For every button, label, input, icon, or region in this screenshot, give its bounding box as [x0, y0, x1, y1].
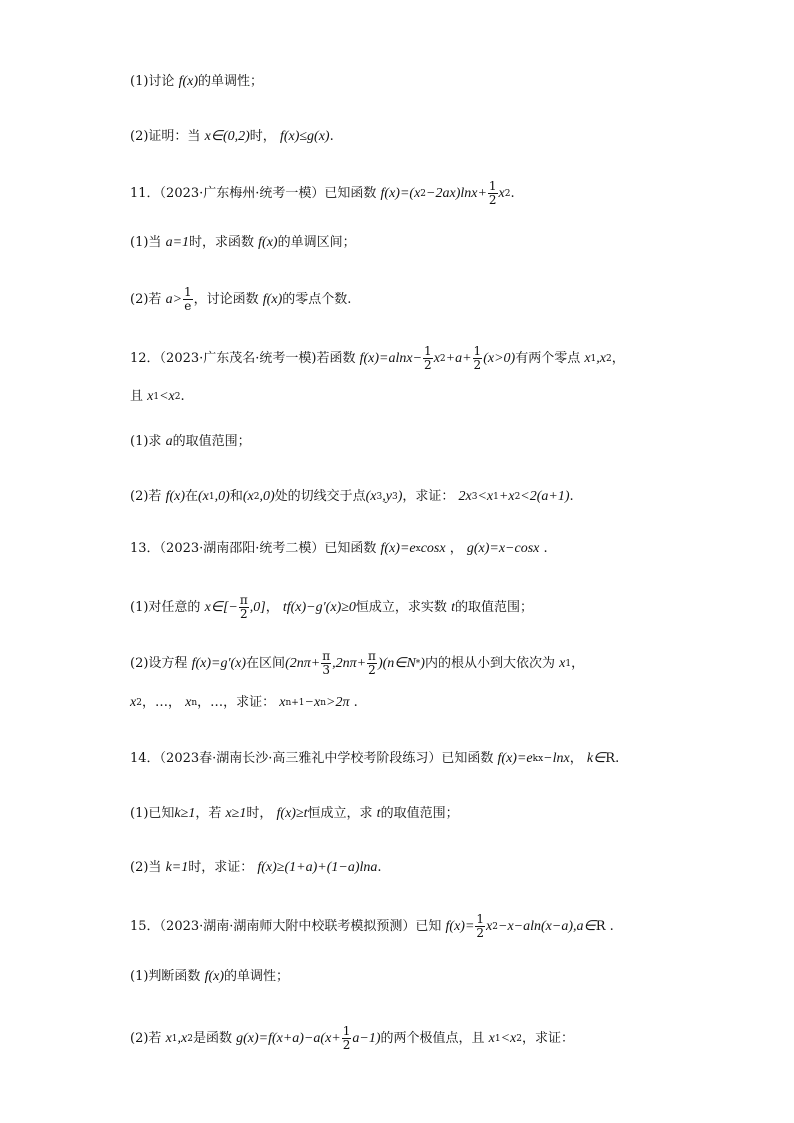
math-expression: (x	[242, 489, 254, 504]
math-expression: x	[165, 1030, 172, 1046]
text: 的单调区间；	[277, 235, 356, 250]
math-expression: f(x)	[262, 291, 283, 307]
math-expression: f(x)≥t	[276, 806, 308, 821]
math-expression: ,0)	[259, 489, 275, 504]
math-expression: f(x)	[178, 74, 198, 89]
text: (1)已知	[130, 806, 175, 821]
text-line	[130, 233, 356, 253]
numerator: π	[239, 593, 248, 607]
math-expression: f(x)=e	[380, 541, 416, 556]
denominator: 2	[473, 358, 482, 372]
denominator: 3	[322, 663, 330, 677]
math-expression: t	[451, 599, 455, 615]
text: 时，	[249, 129, 280, 144]
math-expression: k=1	[165, 860, 189, 875]
math-expression: x	[147, 389, 154, 404]
math-expression: (x	[198, 489, 209, 504]
numerator: 1	[342, 1024, 351, 1038]
math-expression: f(x)=	[445, 918, 475, 934]
text: 15．（2023·湖南·湖南师大附中校联考模拟预测）已知	[130, 918, 446, 934]
math-expression: tf(x)−g′(x)≥0	[282, 599, 356, 615]
fraction	[475, 913, 485, 940]
text: 14．（2023春·湖南长沙·高三雅礼中学校考阶段练习）已知函数	[130, 751, 498, 766]
text-line: x 2 ，…， x n ，…，求证： x n+1 −x n >2π .	[130, 693, 358, 713]
text-line: 13．（2023·湖南邵阳·统考二模）已知函数 f(x)=e x cosx ， g(x)=x−cosx .	[130, 539, 548, 559]
math-expression: −lnx	[543, 751, 570, 766]
math-expression: <2(a+1)	[520, 489, 570, 504]
text: 的单调性；	[198, 74, 264, 89]
text-line: 15．（2023·湖南·湖南师大附中校联考模拟预测）已知 f(x)= $\frac{1}{2}$ x 2 −x−aln(x−a),a∈ R .	[130, 912, 614, 940]
math-expression: −2ax)lnx+	[426, 185, 487, 201]
math-expression: g(x)=f(x+a)−a(x+	[236, 1030, 341, 1046]
math-expression: x	[130, 695, 137, 710]
math-expression: >2π	[326, 695, 350, 710]
text: (1)当	[130, 235, 166, 250]
math-expression: −x	[304, 695, 321, 710]
denominator: e	[184, 299, 192, 313]
text: 时，求证：	[188, 860, 258, 875]
denominator: 2	[368, 663, 376, 677]
math-expression: +a+	[445, 350, 472, 366]
text: 的单调性；	[224, 969, 290, 984]
math-expression: a=1	[165, 235, 190, 250]
math-expression: (x	[365, 489, 377, 504]
text-line: 14．（2023春·湖南长沙·高三雅礼中学校考阶段练习）已知函数 f(x)=e kx −lnx ， k∈ R.	[130, 749, 619, 769]
text: .	[377, 860, 382, 875]
text: ，讨论函数	[193, 291, 263, 307]
numerator: π	[368, 649, 376, 663]
text: ，若	[195, 806, 226, 821]
text: 的取值范围；	[172, 434, 251, 449]
math-expression: k∈	[586, 751, 606, 766]
text: ，求证：	[402, 489, 459, 504]
text: ，	[611, 350, 625, 366]
math-expression: f(x)	[165, 489, 185, 504]
text: (2)若	[130, 1030, 166, 1046]
text: 且	[130, 389, 148, 404]
denominator: 2	[424, 358, 432, 372]
text-line	[130, 72, 263, 92]
math-expression: g(x)=x−cosx	[466, 541, 540, 556]
math-expression: f(x)≤g(x)	[279, 129, 330, 144]
math-expression: x∈[−	[204, 599, 238, 615]
text: .	[539, 541, 548, 556]
text: 12．（2023·广东茂名·统考一模)若函数	[130, 350, 360, 366]
fraction	[342, 1025, 352, 1052]
numerator: π	[322, 649, 331, 663]
text: ，…，	[141, 695, 186, 710]
math-expression: ,x	[596, 350, 606, 366]
numerator: 1	[424, 344, 432, 358]
math-expression: <x	[477, 489, 494, 504]
math-expression: cosx	[420, 541, 446, 556]
text: 有两个零点	[515, 350, 585, 366]
math-expression: x	[498, 185, 505, 201]
text: (2)当	[130, 860, 166, 875]
text: .	[329, 129, 334, 144]
math-expression: +x	[498, 489, 515, 504]
math-expression: (x>0)	[483, 350, 516, 366]
text: 的零点个数.	[282, 291, 352, 307]
text-line: 且 x 1 <x 2 .	[130, 387, 185, 407]
text-line	[130, 594, 533, 621]
text-line: (2)若 x 1 ,x 2 是函数 g(x)=f(x+a)−a(x+ $\frac{1}{2}$ a−1) 的两个极值点，且 x 1 <x 2 ，求证：	[130, 1024, 575, 1052]
text: .	[510, 185, 515, 201]
denominator: 2	[342, 1038, 351, 1052]
fraction	[423, 345, 433, 372]
math-expression: ,2nπ+	[332, 655, 367, 671]
text-line: (2)若 f(x) 在 (x 1 ,0) 和 (x 2 ,0) 处的切线交于点 (x 3 ,y 3 ) ，求证： 2x 3 <x 1 +x 2 <2(a+1) .	[130, 487, 574, 507]
denominator: 2	[488, 193, 497, 207]
fraction	[239, 594, 249, 621]
math-expression: f(x)=g′(x)	[191, 655, 247, 671]
text: ，	[571, 655, 585, 671]
text: 恒成立，求	[307, 806, 377, 821]
text: 的取值范围；	[380, 806, 459, 821]
math-expression: x	[185, 695, 192, 710]
text: 的取值范围；	[454, 599, 533, 615]
text: ，	[445, 541, 467, 556]
fraction	[473, 345, 483, 372]
fraction	[367, 650, 377, 677]
text: (1)求	[130, 434, 166, 449]
text-line	[130, 127, 334, 147]
math-expression: k≥1	[174, 806, 196, 821]
math-expression: <x	[159, 389, 175, 404]
text: (2)若	[130, 489, 166, 504]
math-expression: x	[559, 655, 566, 671]
math-expression: <x	[500, 1030, 517, 1046]
text: 和	[229, 489, 243, 504]
text: 时，	[246, 806, 277, 821]
text-line	[130, 804, 459, 824]
math-expression: f(x)=(x	[380, 185, 421, 201]
text: (1)判断函数	[130, 969, 205, 984]
denominator: 2	[240, 607, 248, 621]
text: .	[349, 695, 358, 710]
text: ，…，求证：	[197, 695, 280, 710]
math-expression: f(x)	[258, 235, 278, 250]
math-expression: (2nπ+	[285, 655, 321, 671]
text: 11．（2023·广东梅州·统考一模）已知函数	[130, 185, 381, 201]
math-expression: x	[279, 695, 286, 710]
numerator: 1	[476, 912, 485, 926]
text: 13．（2023·湖南邵阳·统考二模）已知函数	[130, 541, 381, 556]
text: R.	[605, 751, 620, 766]
text: 在区间	[246, 655, 286, 671]
fraction	[321, 650, 331, 677]
text: (2)证明：当	[130, 129, 205, 144]
math-expression: x	[488, 1030, 495, 1046]
text: 处的切线交于点	[274, 489, 366, 504]
math-expression: 2x	[458, 489, 472, 504]
math-expression: f(x)=e	[497, 751, 533, 766]
math-expression: )	[420, 655, 425, 671]
math-expression: −x−aln(x−a),a∈	[498, 918, 596, 934]
text-line	[130, 967, 289, 987]
math-expression: f(x)	[204, 969, 224, 984]
text: (1)讨论	[130, 74, 179, 89]
text: (2)设方程	[130, 655, 192, 671]
math-expression: x∈(0,2)	[204, 129, 250, 144]
math-expression: )(n∈N	[377, 655, 416, 671]
text: .	[569, 489, 574, 504]
math-expression: ,0]	[249, 599, 266, 615]
fraction	[183, 286, 193, 313]
text: ，求证：	[522, 1030, 575, 1046]
math-expression: ,y	[382, 489, 392, 504]
text: 是函数	[192, 1030, 237, 1046]
text: (2)若	[130, 291, 166, 307]
math-expression: a	[165, 434, 173, 449]
text-line: (2)设方程 f(x)=g′(x) 在区间 (2nπ+ $\frac{\pi}{3}$ ,2nπ+ $\frac{\pi}{2}$ )(n∈N * ) 内的根从小到大依次为 x 1 ，	[130, 649, 585, 677]
text: .	[180, 389, 185, 404]
text-line	[130, 858, 382, 878]
math-expression: f(x)=alnx−	[359, 350, 423, 366]
denominator: 2	[476, 926, 485, 940]
math-expression: f(x)≥(1+a)+(1−a)lna	[257, 860, 378, 875]
numerator: 1	[488, 179, 497, 193]
text: 恒成立，求实数	[355, 599, 452, 615]
fraction	[488, 180, 498, 207]
text-line: 12．（2023·广东茂名·统考一模)若函数 f(x)=alnx− $\frac{1}{2}$ x 2 +a+ $\frac{1}{2}$ (x>0) 有两个零点 x 1 ,x 2 ，	[130, 344, 625, 372]
text-line: 11．（2023·广东梅州·统考一模）已知函数 f(x)=(x 2 −2ax)lnx+ $\frac{1}{2}$ x 2 .	[130, 179, 515, 207]
text: 时，求函数	[189, 235, 259, 250]
text-line	[130, 432, 251, 452]
text: 的两个极值点，且	[380, 1030, 489, 1046]
text: 在	[185, 489, 199, 504]
math-expression: ,x	[177, 1030, 188, 1046]
math-expression: x	[584, 350, 591, 366]
math-expression: )	[397, 489, 403, 504]
text: ，	[569, 751, 587, 766]
math-expression: t	[376, 806, 381, 821]
numerator: 1	[473, 344, 482, 358]
text: (1)对任意的	[130, 599, 205, 615]
text: 内的根从小到大依次为	[424, 655, 560, 671]
text: ，	[265, 599, 283, 615]
math-expression: x≥1	[225, 806, 247, 821]
math-expression: x	[486, 918, 493, 934]
text-line	[130, 286, 351, 313]
numerator: 1	[184, 285, 192, 299]
math-expression: a>	[165, 291, 183, 307]
math-expression: ,0)	[214, 489, 230, 504]
math-expression: a−1)	[352, 1030, 381, 1046]
math-expression: x	[433, 350, 440, 366]
text: R .	[595, 918, 614, 934]
